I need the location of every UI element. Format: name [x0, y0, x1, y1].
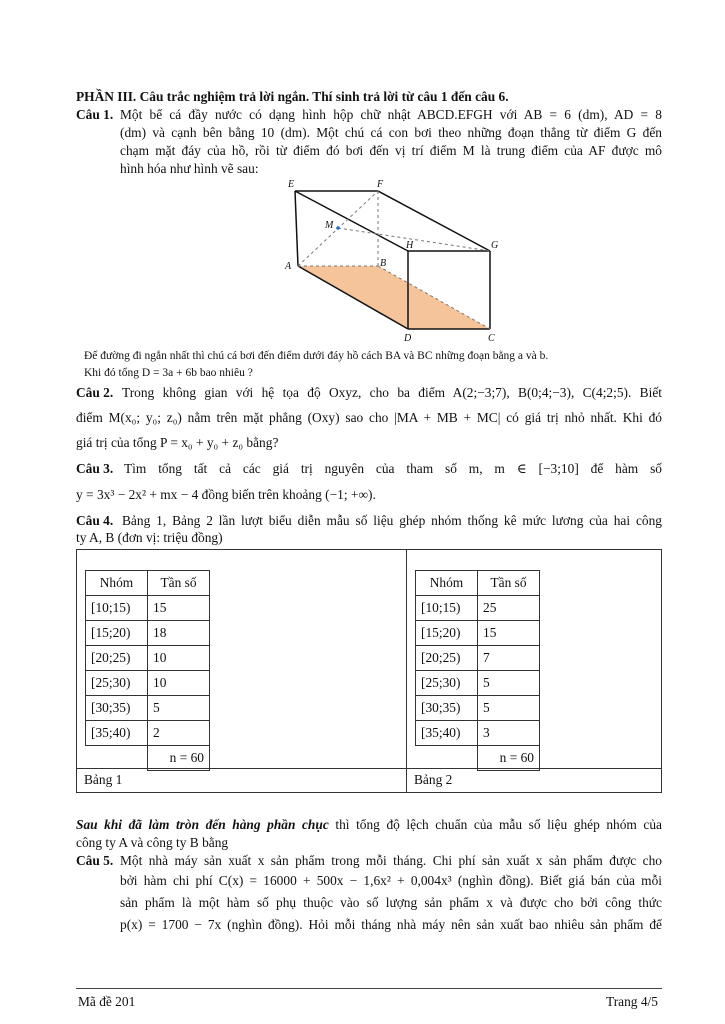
label-m: M [325, 220, 334, 231]
label-h: H [406, 240, 414, 251]
q4-after-1: Sau khi đã làm tròn đến hàng phần chục thì tổng độ lệch chuẩn của mẫu số liệu ghép nhóm của [76, 817, 663, 832]
q2-line-2: điểm M(x₀; y₀; z₀) nằm trên mặt phẳng (Oxy) sao cho |MA + MB + MC| có giá trị nhỏ nhất. Khi đó [76, 410, 662, 425]
t2-cell: 5 [478, 671, 540, 696]
label-g: G [491, 240, 499, 251]
q1-line-1: Một bể cá đầy nước có dạng hình hộp chữ nhật ABCD.EFGH với AB = 6 (dm), AD = 8 [120, 107, 662, 122]
q1-line-2: (dm) và cạnh bên bằng 10 (dm). Một chú cá con bơi theo những đoạn thẳng từ điểm G đến [120, 125, 662, 140]
footer-page-number: Trang 4/5 [606, 994, 658, 1009]
t1-cell: [20;25) [86, 646, 148, 671]
label-e: E [288, 179, 295, 190]
t1-header-group: Nhóm [86, 571, 148, 596]
t2-cell: 7 [478, 646, 540, 671]
table-row [86, 671, 210, 696]
footer-rule [76, 988, 662, 989]
t1-cell: [15;20) [86, 621, 148, 646]
t1-cell: [30;35) [86, 696, 148, 721]
t2-cell: 25 [478, 596, 540, 621]
q5-line-3: sản phẩm là một hàm số phụ thuộc vào số lượng sản phẩm x và được cho bởi công thức [120, 895, 662, 910]
table-row [416, 621, 540, 646]
t2-header-freq: Tần số [478, 571, 540, 596]
table-row [86, 721, 210, 746]
t1-cell: 15 [148, 596, 210, 621]
table-row [86, 696, 210, 721]
q2-line-3: giá trị của tổng P = x₀ + y₀ + z₀ bằng? [76, 435, 279, 450]
t2-cell: [35;40) [416, 721, 478, 746]
table-2-caption: Bảng 2 [414, 772, 453, 787]
t2-cell: [10;15) [416, 596, 478, 621]
label-f: F [377, 179, 384, 190]
q3-label: Câu 3. [76, 461, 114, 476]
q1-after-1: Để đường đi ngắn nhất thì chú cá bơi đến điểm dưới đáy hồ cách BA và BC những đoạn bằng a và b. [84, 350, 549, 362]
table-2 [415, 570, 540, 771]
t2-cell: [20;25) [416, 646, 478, 671]
t2-cell: [15;20) [416, 621, 478, 646]
q4-label: Câu 4. [76, 513, 114, 528]
label-a: A [285, 261, 292, 272]
part-heading: PHẦN III. Câu trắc nghiệm trả lời ngắn. Thí sinh trả lời từ câu 1 đến câu 6. [76, 89, 509, 104]
t1-cell: 10 [148, 671, 210, 696]
q5-label: Câu 5. [76, 853, 114, 868]
t2-header-group: Nhóm [416, 571, 478, 596]
tables-divider [406, 549, 407, 793]
t2-cell: 15 [478, 621, 540, 646]
label-b: B [380, 258, 387, 269]
box-figure [280, 176, 510, 346]
t1-cell: [10;15) [86, 596, 148, 621]
t1-total: n = 60 [148, 746, 210, 771]
q4-after-2: công ty A và công ty B bằng [76, 835, 229, 850]
table-row [416, 721, 540, 746]
q1-line-3: chạm mặt đáy của hồ, rồi từ điểm đó bơi đến vị trí điểm M là trung điểm của AF được mô [120, 143, 662, 158]
q1-after-2: Khi đó tổng D = 3a + 6b bao nhiêu ? [84, 367, 253, 379]
t1-cell: 5 [148, 696, 210, 721]
q1-label: Câu 1. [76, 107, 114, 122]
table-row [86, 621, 210, 646]
footer-exam-code: Mã đề 201 [78, 994, 136, 1009]
label-c: C [488, 333, 495, 344]
t1-cell: 18 [148, 621, 210, 646]
q1-line-4: hình hóa như hình vẽ sau: [120, 161, 259, 176]
q5-line-1: Một nhà máy sản xuất x sản phẩm trong mỗi tháng. Chi phí sản xuất x sản phẩm được cho [120, 853, 662, 868]
t2-cell: 3 [478, 721, 540, 746]
t1-cell: 2 [148, 721, 210, 746]
q3-line-2: y = 3x³ − 2x² + mx − 4 đồng biến trên khoảng (−1; +∞). [76, 487, 376, 502]
t2-cell: [30;35) [416, 696, 478, 721]
q5-line-2: bởi hàm chi phí C(x) = 16000 + 500x − 1,6x² + 0,004x³ (nghìn đồng). Biết giá bán của mỗi [120, 873, 662, 888]
q4-line-2: ty A, B (đơn vị: triệu đồng) [76, 530, 223, 545]
t1-cell: 10 [148, 646, 210, 671]
q2-label: Câu 2. [76, 385, 114, 400]
t2-cell: [25;30) [416, 671, 478, 696]
t2-total: n = 60 [478, 746, 540, 771]
t1-cell: [35;40) [86, 721, 148, 746]
table-1 [85, 570, 210, 771]
t2-cell: 5 [478, 696, 540, 721]
point-m [336, 226, 340, 230]
table-row [416, 596, 540, 621]
table-row [416, 646, 540, 671]
table-row [416, 671, 540, 696]
q4-line-1: Bảng 1, Bảng 2 lần lượt biểu diễn mẫu số liệu ghép nhóm thống kê mức lương của hai công [122, 513, 662, 528]
table-1-caption: Bảng 1 [84, 772, 123, 787]
table-row [416, 696, 540, 721]
label-d: D [404, 333, 412, 344]
t1-header-freq: Tần số [148, 571, 210, 596]
q3-line-1: Tìm tổng tất cả các giá trị nguyên của tham số m, m ∈ [−3;10] để hàm số [124, 461, 662, 476]
t1-cell: [25;30) [86, 671, 148, 696]
q2-line-1: Trong không gian với hệ tọa độ Oxyz, cho ba điểm A(2;−3;7), B(0;4;−3), C(4;2;5). Biết [122, 385, 662, 400]
table-row [86, 646, 210, 671]
q5-line-4: p(x) = 1700 − 7x (nghìn đồng). Hỏi mỗi tháng nhà máy nên sản xuất bao nhiêu sản phẩm để [120, 917, 662, 932]
table-row [86, 596, 210, 621]
